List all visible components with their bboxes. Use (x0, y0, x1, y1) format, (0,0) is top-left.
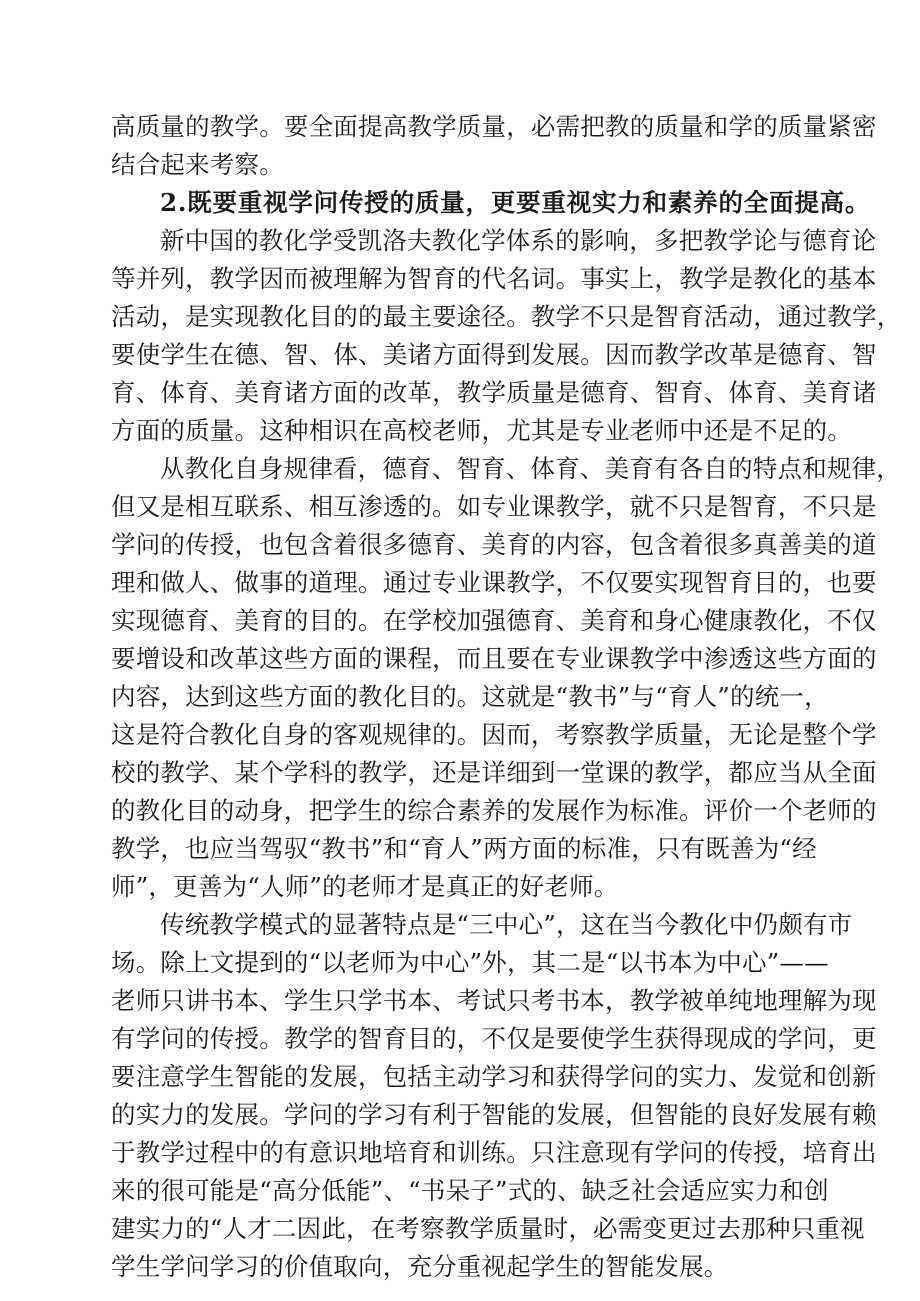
text-line: 要增设和改革这些方面的课程，而且要在专业课教学中渗透这些方面的 (111, 644, 877, 673)
text-line: 但又是相互联系、相互渗透的。如专业课教学，就不只是智育，不只是 (111, 492, 877, 521)
text-line: 师”，更善为“人师”的老师才是真正的好老师。 (111, 872, 619, 901)
text-line: 学问的传授，也包含着很多德育、美育的内容，包含着很多真善美的道 (111, 530, 877, 559)
text-line: 实现德育、美育的目的。在学校加强德育、美育和身心健康教化，不仅 (111, 606, 877, 635)
text-line: 等并列，教学因而被理解为智育的代名词。事实上，教学是教化的基本 (111, 264, 877, 293)
text-line: 教学，也应当驾驭“教书”和“育人”两方面的标准，只有既善为“经 (111, 834, 817, 863)
text-line: 来的很可能是“高分低能”、“书呆子”式的、缺乏社会适应实力和创 (111, 1176, 829, 1205)
text-line: 学生学问学习的价值取向，充分重视起学生的智能发展。 (111, 1252, 729, 1281)
text-line: 于教学过程中的有意识地培育和训练。只注意现有学问的传授，培育出 (111, 1138, 877, 1167)
text-line: 结合起来考察。 (111, 150, 284, 179)
text-line: 要注意学生智能的发展，包括主动学习和获得学问的实力、发觉和创新 (111, 1062, 877, 1091)
paragraph-first-line: 传统教学模式的显著特点是“三中心”，这在当今教化中仍颇有市 (160, 910, 853, 939)
text-line: 理和做人、做事的道理。通过专业课教学，不仅要实现智育目的，也要 (111, 568, 877, 597)
text-line: 育、体育、美育诸方面的改革，教学质量是德育、智育、体育、美育诸 (111, 378, 877, 407)
text-line: 建实力的“人才二因此，在考察教学质量时，必需变更过去那种只重视 (111, 1214, 865, 1243)
section-heading: 2.既要重视学问传授的质量，更要重视实力和素养的全面提高。 (160, 188, 871, 217)
text-line: 这是符合教化自身的客观规律的。因而，考察教学质量，无论是整个学 (111, 720, 877, 749)
text-line: 内容，达到这些方面的教化目的。这就是“教书”与“育人”的统一， (111, 682, 829, 711)
paragraph-first-line: 从教化自身规律看，德育、智育、体育、美育有各自的特点和规律， (160, 454, 901, 483)
text-line: 场。除上文提到的“以老师为中心”外，其二是“以书本为中心”—— (111, 948, 829, 977)
text-line: 的教化目的动身，把学生的综合素养的发展作为标准。评价一个老师的 (111, 796, 877, 825)
text-line: 要使学生在德、智、体、美诸方面得到发展。因而教学改革是德育、智 (111, 340, 877, 369)
text-line: 有学问的传授。教学的智育目的，不仅是要使学生获得现成的学问，更 (111, 1024, 877, 1053)
text-line: 的实力的发展。学问的学习有利于智能的发展，但智能的良好发展有赖 (111, 1100, 877, 1129)
text-line: 老师只讲书本、学生只学书本、考试只考书本，教学被单纯地理解为现 (111, 986, 877, 1015)
text-line: 高质量的教学。要全面提高教学质量，必需把教的质量和学的质量紧密 (111, 112, 877, 141)
text-line: 方面的质量。这种相识在高校老师，尤其是专业老师中还是不足的。 (111, 416, 852, 445)
text-line: 校的教学、某个学科的教学，还是详细到一堂课的教学，都应当从全面 (111, 758, 877, 787)
text-line: 活动，是实现教化目的的最主要途径。教学不只是智育活动，通过教学， (111, 302, 902, 331)
paragraph-first-line: 新中国的教化学受凯洛夫教化学体系的影响，多把教学论与德育论 (160, 226, 877, 255)
